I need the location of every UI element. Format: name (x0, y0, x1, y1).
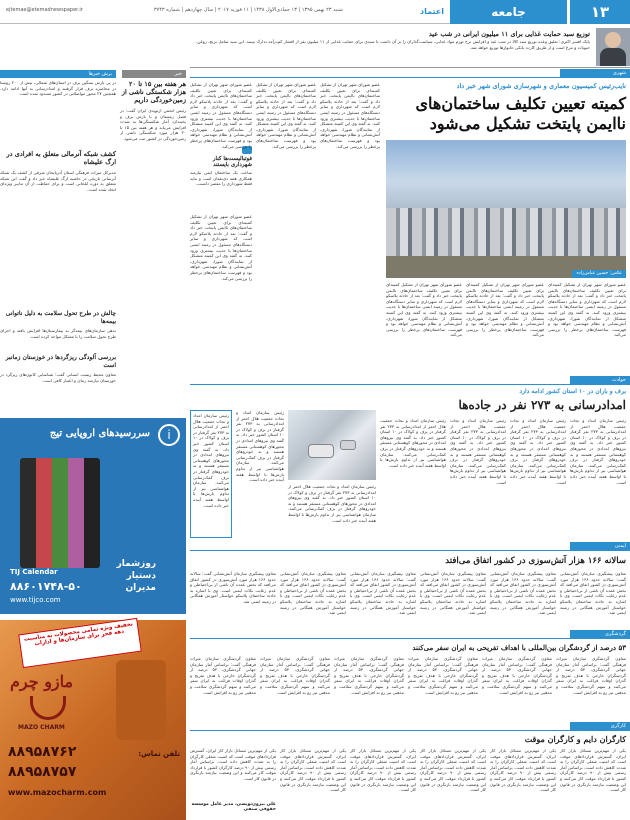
story2-col6: رئیس سازمان امداد و نجات جمعیت هلال احمر از امدادرسانی به ۲۷۳ نفر گرفتار در برف و کولاک در ۱۰ استان کشور خبر داد. به گفته وی نیروهای امدادی در محورهای کوهستانی مستقر هستند و به خودروهای گرفتار در برف کمک‌رسانی می‌کنند. سازمان هواشناسی نیز از تداوم بارش‌ها تا اواسط هفته آینده خبر داده است. (236, 410, 284, 483)
story5-col6: یکی از مهم‌ترین مسائل بازار کار ایران، گسترش قراردادهای موقت است که امنیت شغلی کارگران را به شدت کاهش داده است. براساس آمار رسمی بیش از ۹۰ درصد کارگران کشور با قرارداد موقت کار می‌کنند و این وضعیت نیازمند بازنگری در قانون کار است. (190, 748, 276, 781)
story2-col1: رئیس سازمان امداد و نجات جمعیت هلال احمر از امدادرسانی به ۲۷۳ نفر گرفتار در برف و کولاک در ۱۰ استان کشور خبر داد. به گفته وی نیروهای امدادی در محورهای کوهستانی مستقر هستند و به خودروهای گرفتار در برف کمک‌رسانی می‌کنند. سازمان هواشناسی نیز از تداوم بارش‌ها تا اواسط هفته آینده خبر داده است. (570, 418, 627, 485)
story5-author: علی بیرون‌نویسی، مدیر عامل موسسه حقوقی صنفی (191, 802, 276, 812)
story2-col2: رئیس سازمان امداد و نجات جمعیت هلال احمر از امدادرسانی به ۲۷۳ نفر گرفتار در برف و کولاک در ۱۰ استان کشور خبر داد. به گفته وی نیروهای امدادی در محورهای کوهستانی مستقر هستند و به خودروهای گرفتار در برف کمک‌رسانی می‌کنند. سازمان هواشناسی نیز از تداوم بارش‌ها تا اواسط هفته آینده خبر داده است. (510, 418, 567, 485)
left-column (0, 26, 186, 820)
ad2-web[interactable]: www.mazocharm.com (8, 788, 107, 797)
story2-sidebox (190, 410, 232, 538)
info-icon: i (158, 424, 180, 446)
ad1-brand: TIJ Calendar (10, 568, 58, 576)
quote-column-text: عضو شورای شهر تهران از تشکیل کمیته‌ای برای تعیین تکلیف ساختمان‌های ناایمن پایتخت خبر داد و گفت: بعد از حادثه پلاسکو لازم است که شهرداری و سایر دستگاه‌های مسئول در زمینه ایمنی ساختمان‌ها با جدیت بیشتری ورود کنند. به گفته وی این کمیته متشکل از نمایندگان شورا، شهرداری، آتش‌نشانی و نظام مهندسی خواهد بود و فهرست ساختمان‌های پرخطر را بررسی می‌کند. (190, 82, 252, 149)
left-news-tag: برش خبرها (0, 70, 116, 78)
quote-body: ساخت یک ساختمان ایمن نیازمند همکاری همه ذی‌نفعان است و نباید فقط شهرداری را مقصر دانست. (190, 170, 252, 187)
quote-more-text: عضو شورای شهر تهران از تشکیل کمیته‌ای برای تعیین تکلیف ساختمان‌های ناایمن پایتخت خبر داد و گفت: بعد از حادثه پلاسکو لازم است که شهرداری و سایر دستگاه‌های مسئول در زمینه ایمنی ساختمان‌ها با جدیت بیشتری ورود کنند. به گفته وی این کمیته متشکل از نمایندگان شورا، شهرداری، آتش‌نشانی و نظام مهندسی خواهد بود و فهرست ساختمان‌های پرخطر را بررسی می‌کند. (190, 214, 252, 281)
story2-sidebox-text: رئیس سازمان امداد و نجات جمعیت هلال احمر از امدادرسانی به ۲۷۳ نفر گرفتار در برف و کولاک در ۱۰ استان کشور خبر داد. به گفته وی نیروهای امدادی در محورهای کوهستانی مستقر هستند و به خودروهای گرفتار در برف کمک‌رسانی می‌کنند. سازمان هواشناسی نیز از تداوم بارش‌ها تا اواسط هفته آینده خبر داده است. (193, 413, 229, 508)
ad1-bullet: مدیران (125, 583, 156, 593)
ad1-phone: ۸۸۶۰۱۷۴۸-۵۰ (10, 580, 82, 593)
story2-col4: رئیس سازمان امداد و نجات جمعیت هلال احمر از امدادرسانی به ۲۷۳ نفر گرفتار در برف و کولاک در ۱۰ استان کشور خبر داد. به گفته وی نیروهای امدادی در محورهای کوهستانی مستقر هستند و به خودروهای گرفتار در برف کمک‌رسانی می‌کنند. سازمان هواشناسی نیز از تداوم بارش‌ها تا اواسط هفته آینده خبر داده است. (380, 418, 446, 468)
photo-credit: عکس: حسین عباس‌زاده (572, 270, 626, 278)
story2-kicker: برف و باران در ۱۰ استان کشور ادامه دارد (519, 388, 626, 395)
ad2-phone-label: تلفن تماس: (138, 750, 180, 758)
story4-col3: معاون گردشگری سازمان میراث فرهنگی گفت: براساس آمار سازمان جهانی گردشگری، ۵۳ درصد از گردشگران خارجی با هدف تفریح و گذران اوقات فراغت به ایران سفر می‌کنند و سهم گردشگری سلامت و مذهبی نیز رو به افزایش است. (408, 656, 478, 695)
story3-col1: معاون پیشگیری سازمان آتش‌نشانی گفت: سالانه حدود ۱۶۶ هزار مورد آتش‌سوزی در کشور اتفاق می‌افتد که بخش عمده آن ناشی از بی‌احتیاطی و عدم رعایت نکات ایمنی است. وی با اشاره به حادثه ساختمان پلاسکو خواستار آموزش همگانی در زمینه ایمنی شد. (560, 571, 626, 616)
story3-col4: معاون پیشگیری سازمان آتش‌نشانی گفت: سالانه حدود ۱۶۶ هزار مورد آتش‌سوزی در کشور اتفاق می‌افتد که بخش عمده آن ناشی از بی‌احتیاطی و عدم رعایت نکات ایمنی است. وی با اشاره به حادثه ساختمان پلاسکو خواستار آموزش همگانی در زمینه ایمنی شد. (350, 571, 416, 616)
story4-headline: ۵۳ درصد از گردشگران بین‌المللی با اهداف تفریحی به ایران سفر می‌کنند (412, 643, 626, 652)
main-body-col2: عضو شورای شهر تهران از تشکیل کمیته‌ای برای تعیین تکلیف ساختمان‌های ناایمن پایتخت خبر داد و گفت: بعد از حادثه پلاسکو لازم است که شهرداری و سایر دستگاه‌های مسئول در زمینه ایمنی ساختمان‌ها با جدیت بیشتری ورود کنند. به گفته وی این کمیته متشکل از نمایندگان شورا، شهرداری، آتش‌نشانی و نظام مهندسی خواهد بود و فهرست ساختمان‌های پرخطر را بررسی می‌کند. (466, 282, 544, 338)
main-body-col3: عضو شورای شهر تهران از تشکیل کمیته‌ای برای تعیین تکلیف ساختمان‌های ناایمن پایتخت خبر داد و گفت: بعد از حادثه پلاسکو لازم است که شهرداری و سایر دستگاه‌های مسئول در زمینه ایمنی ساختمان‌ها با جدیت بیشتری ورود کنند. به گفته وی این کمیته متشکل از نمایندگان شورا، شهرداری، آتش‌نشانی و نظام مهندسی خواهد بود و فهرست ساختمان‌های پرخطر را بررسی می‌کند. (386, 282, 462, 338)
lead-strip (190, 28, 630, 68)
date-line (0, 7, 450, 16)
story4-col5: معاون گردشگری سازمان میراث فرهنگی گفت: براساس آمار سازمان جهانی گردشگری، ۵۳ درصد از گردشگران خارجی با هدف تفریح و گذران اوقات فراغت به ایران سفر می‌کنند و سهم گردشگری سلامت و مذهبی نیز رو به افزایش است. (260, 656, 330, 695)
ad2-phone2: ۸۸۹۵۸۷۵۷ (8, 764, 77, 780)
story2-headline: امدادرسانی به ۲۷۳ نفر در جاده‌ها (458, 398, 626, 412)
section-email[interactable]: ejtemae@etemadnewspaper.ir (6, 7, 83, 13)
story5-tag: کارگری (570, 722, 630, 730)
side-news-title: هر هفته بین ۱۵ تا ۲۰ هزار شکستگی ناشی از زمین‌خوردگی داریم (121, 80, 186, 104)
story3-col2: معاون پیشگیری سازمان آتش‌نشانی گفت: سالانه حدود ۱۶۶ هزار مورد آتش‌سوزی در کشور اتفاق می‌افتد که بخش عمده آن ناشی از بی‌احتیاطی و عدم رعایت نکات ایمنی است. وی با اشاره به حادثه ساختمان پلاسکو خواستار آموزش همگانی در زمینه ایمنی شد. (490, 571, 556, 616)
left-news1-title: کشف شبکه آنرمالی متعلق به افرادی در ارگ علیشاه (6, 150, 116, 166)
author-avatar (596, 28, 630, 66)
story4-col2: معاون گردشگری سازمان میراث فرهنگی گفت: براساس آمار سازمان جهانی گردشگری، ۵۳ درصد از گردشگران خارجی با هدف تفریح و گذران اوقات فراغت به ایران سفر می‌کنند و سهم گردشگری سلامت و مذهبی نیز رو به افزایش است. (482, 656, 552, 695)
left-news1-body: مدیرکل میراث فرهنگی استان آذربایجان شرقی از کشف یک شبکه آبرسانی تاریخی در حاشیه ارگ علیشاه خبر داد و گفت این شبکه متعلق به دوره ایلخانی است و برای حفاظت از آن تدابیر ویژه‌ای اتخاذ شده است. (0, 170, 116, 192)
story4-col1: معاون گردشگری سازمان میراث فرهنگی گفت: براساس آمار سازمان جهانی گردشگری، ۵۳ درصد از گردشگران خارجی با هدف تفریح و گذران اوقات فراغت به ایران سفر می‌کنند و سهم گردشگری سلامت و مذهبی نیز رو به افزایش است. (556, 656, 626, 695)
left-news3-title: بررسی آلودگی ریزگردها در خوزستان زمانبر است (5, 354, 116, 369)
snow-road-photo (288, 410, 376, 480)
main-body-col5: عضو شورای شهر تهران از تشکیل کمیته‌ای برای تعیین تکلیف ساختمان‌های ناایمن پایتخت خبر داد و گفت: بعد از حادثه پلاسکو لازم است که شهرداری و سایر دستگاه‌های مسئول در زمینه ایمنی ساختمان‌ها با جدیت بیشتری ورود کنند. به گفته وی این کمیته متشکل از نمایندگان شورا، شهرداری، آتش‌نشانی و نظام مهندسی خواهد بود و فهرست ساختمان‌های پرخطر را بررسی می‌کند. (256, 82, 316, 149)
left-news2-body: بدهی سازمان‌های بیمه‌گر به بیمارستان‌ها افزایش یافته و اجرای طرح تحول سلامت را با مشکل مواجه کرده است. (0, 328, 116, 339)
ad1-bullet: روزشمار (116, 559, 156, 569)
ad2-brand-en: MAZO CHARM (18, 724, 65, 731)
masthead-bar (0, 0, 630, 24)
side-news-body: رئیس انجمن ارتوپدی ایران گفت: در فصل زمستان و با بارش برف و یخبندان، آمار شکستگی‌ها به شدت افزایش می‌یابد و هر هفته بین ۱۵ تا ۲۰ هزار مورد شکستگی ناشی از زمین‌خوردگی در کشور ثبت می‌شود. (120, 108, 186, 141)
ad1-headline: سررسیدهای اروپایی تیج (49, 428, 150, 439)
left-news2-title: چالش در طرح تحول سلامت به دلیل ناتوانی بیمه‌ها (5, 310, 116, 325)
section-name: جامعه (450, 0, 570, 24)
lead-body: بابک افسر اکبری: تعلیق وعده توزیع سبد کالا در شب عید و افزایش نرخ تورم مواد غذایی، سیاست‌گذاران را بر آن داشت تا سبدی برای حمایت غذایی از ۱۱ میلیون نفر از اقشار کم‌درآمد تدارک ببینند. این سبد شامل برنج، روغن، حبوبات و مرغ است و از طریق کارت بانکی خانوارها توزیع خواهد شد. (196, 39, 590, 50)
story2-col5: رئیس سازمان امداد و نجات جمعیت هلال احمر از امدادرسانی به ۲۷۳ نفر گرفتار در برف و کولاک در ۱۰ استان کشور خبر داد. به گفته وی نیروهای امدادی در محورهای کوهستانی مستقر هستند و به خودروهای گرفتار در برف کمک‌رسانی می‌کنند. سازمان هواشناسی نیز از تداوم بارش‌ها تا اواسط هفته آینده خبر داده است. (288, 484, 377, 523)
story5-col5: یکی از مهم‌ترین مسائل بازار کار ایران، گسترش قراردادهای موقت است که امنیت شغلی کارگران را به شدت کاهش داده است. براساس آمار رسمی بیش از ۹۰ درصد کارگران کشور با قرارداد موقت کار می‌کنند و این وضعیت نیازمند بازنگری در قانون کار است. (280, 748, 347, 793)
ad2-banner: تخفیف ویژه تمامی محصولات به مناسبت دهه فجر برای سازمان‌ها و ادارات (23, 621, 134, 648)
main-body-col1: عضو شورای شهر تهران از تشکیل کمیته‌ای برای تعیین تکلیف ساختمان‌های ناایمن پایتخت خبر داد و گفت: بعد از حادثه پلاسکو لازم است که شهرداری و سایر دستگاه‌های مسئول در زمینه ایمنی ساختمان‌ها با جدیت بیشتری ورود کنند. به گفته وی این کمیته متشکل از نمایندگان شورا، شهرداری، آتش‌نشانی و نظام مهندسی خواهد بود و فهرست ساختمان‌های پرخطر را بررسی می‌کند. (548, 282, 626, 338)
story2-col3: رئیس سازمان امداد و نجات جمعیت هلال احمر از امدادرسانی به ۲۷۳ نفر گرفتار در برف و کولاک در ۱۰ استان کشور خبر داد. به گفته وی نیروهای امدادی در محورهای کوهستانی مستقر هستند و به خودروهای گرفتار در برف کمک‌رسانی می‌کنند. سازمان هواشناسی نیز از تداوم بارش‌ها تا اواسط هفته آینده خبر داده است. (450, 418, 507, 485)
side-news-tag: خبر (122, 70, 186, 78)
story5-headline: کارگران دایم و کارگران موقت (524, 734, 626, 744)
story4-col6: معاون گردشگری سازمان میراث فرهنگی گفت: براساس آمار سازمان جهانی گردشگری، ۵۳ درصد از گردشگران خارجی با هدف تفریح و گذران اوقات فراغت به ایران سفر می‌کنند و سهم گردشگری سلامت و مذهبی نیز رو به افزایش است. (190, 656, 256, 695)
story3-col6: معاون پیشگیری سازمان آتش‌نشانی گفت: سالانه حدود ۱۶۶ هزار مورد آتش‌سوزی در کشور اتفاق می‌افتد که بخش عمده آن ناشی از بی‌احتیاطی و عدم رعایت نکات ایمنی است. وی با اشاره به حادثه ساختمان پلاسکو خواستار آموزش همگانی در زمینه ایمنی شد. (190, 571, 276, 604)
leather-bag-image (116, 660, 166, 740)
right-area (190, 26, 630, 820)
ad1-web[interactable]: www.tijco.com (10, 596, 61, 604)
ad2-phone1: ۸۸۹۵۸۷۶۲ (8, 744, 77, 760)
quote-column (190, 82, 252, 372)
story4-tag: گردشگری (570, 630, 630, 638)
left-news3-body: معاون محیط زیست انسانی گفت: شناسایی کانون‌های ریزگرد در خوزستان نیازمند زمان و اعتبار کافی است. (0, 372, 116, 383)
city-photo (386, 140, 626, 278)
mazo-logo-icon (30, 696, 66, 720)
story5-author-box (190, 748, 276, 818)
story5-col1: یکی از مهم‌ترین مسائل بازار کار ایران، گسترش قراردادهای موقت است که امنیت شغلی کارگران را به شدت کاهش داده است. براساس آمار رسمی بیش از ۹۰ درصد کارگران کشور با قرارداد موقت کار می‌کنند و این وضعیت نیازمند بازنگری در قانون کار است. (560, 748, 627, 793)
main-story-tag: شهری (560, 69, 630, 77)
notebooks-image (20, 458, 100, 568)
story3-col5: معاون پیشگیری سازمان آتش‌نشانی گفت: سالانه حدود ۱۶۶ هزار مورد آتش‌سوزی در کشور اتفاق می‌افتد که بخش عمده آن ناشی از بی‌احتیاطی و عدم رعایت نکات ایمنی است. وی با اشاره به حادثه ساختمان پلاسکو خواستار آموزش همگانی در زمینه ایمنی شد. (280, 571, 346, 616)
quote-title: فوتبالیست‌ها کنار شهرداری بایستند (212, 156, 252, 168)
story3-headline: سالانه ۱۶۶ هزار آتش‌سوزی در کشور اتفاق می‌افتد (445, 556, 626, 566)
newspaper-logo: اعتماد (420, 7, 444, 16)
story4-col4: معاون گردشگری سازمان میراث فرهنگی گفت: براساس آمار سازمان جهانی گردشگری، ۵۳ درصد از گردشگران خارجی با هدف تفریح و گذران اوقات فراغت به ایران سفر می‌کنند و سهم گردشگری سلامت و مذهبی نیز رو به افزایش است. (334, 656, 404, 695)
story3-tag: ایمنی (570, 542, 630, 550)
story2-tag: حوادث (570, 376, 630, 384)
page-number: ۱۳ (570, 0, 630, 24)
left-news-body: در پی بارش سنگین برف در استان‌های شمالی، بیش از ۲۰۰ روستا در محاصره برف قرار گرفتند و امدادرسانی به آنها ادامه دارد. همچنین ۲۷ محور مواصلاتی در کشور مسدود شده است. (0, 80, 116, 97)
story3-col3: معاون پیشگیری سازمان آتش‌نشانی گفت: سالانه حدود ۱۶۶ هزار مورد آتش‌سوزی در کشور اتفاق می‌افتد که بخش عمده آن ناشی از بی‌احتیاطی و عدم رعایت نکات ایمنی است. وی با اشاره به حادثه ساختمان پلاسکو خواستار آموزش همگانی در زمینه ایمنی شد. (420, 571, 486, 616)
story5-col2: یکی از مهم‌ترین مسائل بازار کار ایران، گسترش قراردادهای موقت است که امنیت شغلی کارگران را به شدت کاهش داده است. براساس آمار رسمی بیش از ۹۰ درصد کارگران کشور با قرارداد موقت کار می‌کنند و این وضعیت نیازمند بازنگری در قانون کار است. (490, 748, 557, 793)
ad1-bullet: دستیار (126, 571, 156, 581)
main-headline: کمیته تعیین تکلیف ساختمان‌های ناایمن پایتخت تشکیل می‌شود (415, 94, 626, 133)
issue-date: شنبه ۲۳ بهمن ۱۳۹۵ | ۱۳ جمادی‌الاول ۱۴۳۸ | ۱۱ فوریه ۲۰۱۷ | سال چهاردهم | شماره ۳۷۴۳ (153, 7, 343, 13)
mazo-charm-ad[interactable] (0, 620, 186, 820)
tij-calendar-ad[interactable] (0, 418, 186, 614)
ad2-brand-fa: مازو چرم (10, 672, 74, 691)
ad1-bullets (117, 558, 156, 594)
story5-col3: یکی از مهم‌ترین مسائل بازار کار ایران، گسترش قراردادهای موقت است که امنیت شغلی کارگران را به شدت کاهش داده است. براساس آمار رسمی بیش از ۹۰ درصد کارگران کشور با قرارداد موقت کار می‌کنند و این وضعیت نیازمند بازنگری در قانون کار است. (420, 748, 487, 793)
story5-col4: یکی از مهم‌ترین مسائل بازار کار ایران، گسترش قراردادهای موقت است که امنیت شغلی کارگران را به شدت کاهش داده است. براساس آمار رسمی بیش از ۹۰ درصد کارگران کشور با قرارداد موقت کار می‌کنند و این وضعیت نیازمند بازنگری در قانون کار است. (350, 748, 417, 793)
main-body-col4: عضو شورای شهر تهران از تشکیل کمیته‌ای برای تعیین تکلیف ساختمان‌های ناایمن پایتخت خبر داد و گفت: بعد از حادثه پلاسکو لازم است که شهرداری و سایر دستگاه‌های مسئول در زمینه ایمنی ساختمان‌ها با جدیت بیشتری ورود کنند. به گفته وی این کمیته متشکل از نمایندگان شورا، شهرداری، آتش‌نشانی و نظام مهندسی خواهد بود و فهرست ساختمان‌های پرخطر را بررسی می‌کند. (320, 82, 380, 149)
lead-title: توزیع سبد حمایت غذایی برای ۱۱ میلیون ایرانی در شب عید (428, 30, 590, 38)
main-kicker: نایب‌رئیس کمیسیون معماری و شهرسازی شورای شهر خبر داد (456, 82, 626, 90)
